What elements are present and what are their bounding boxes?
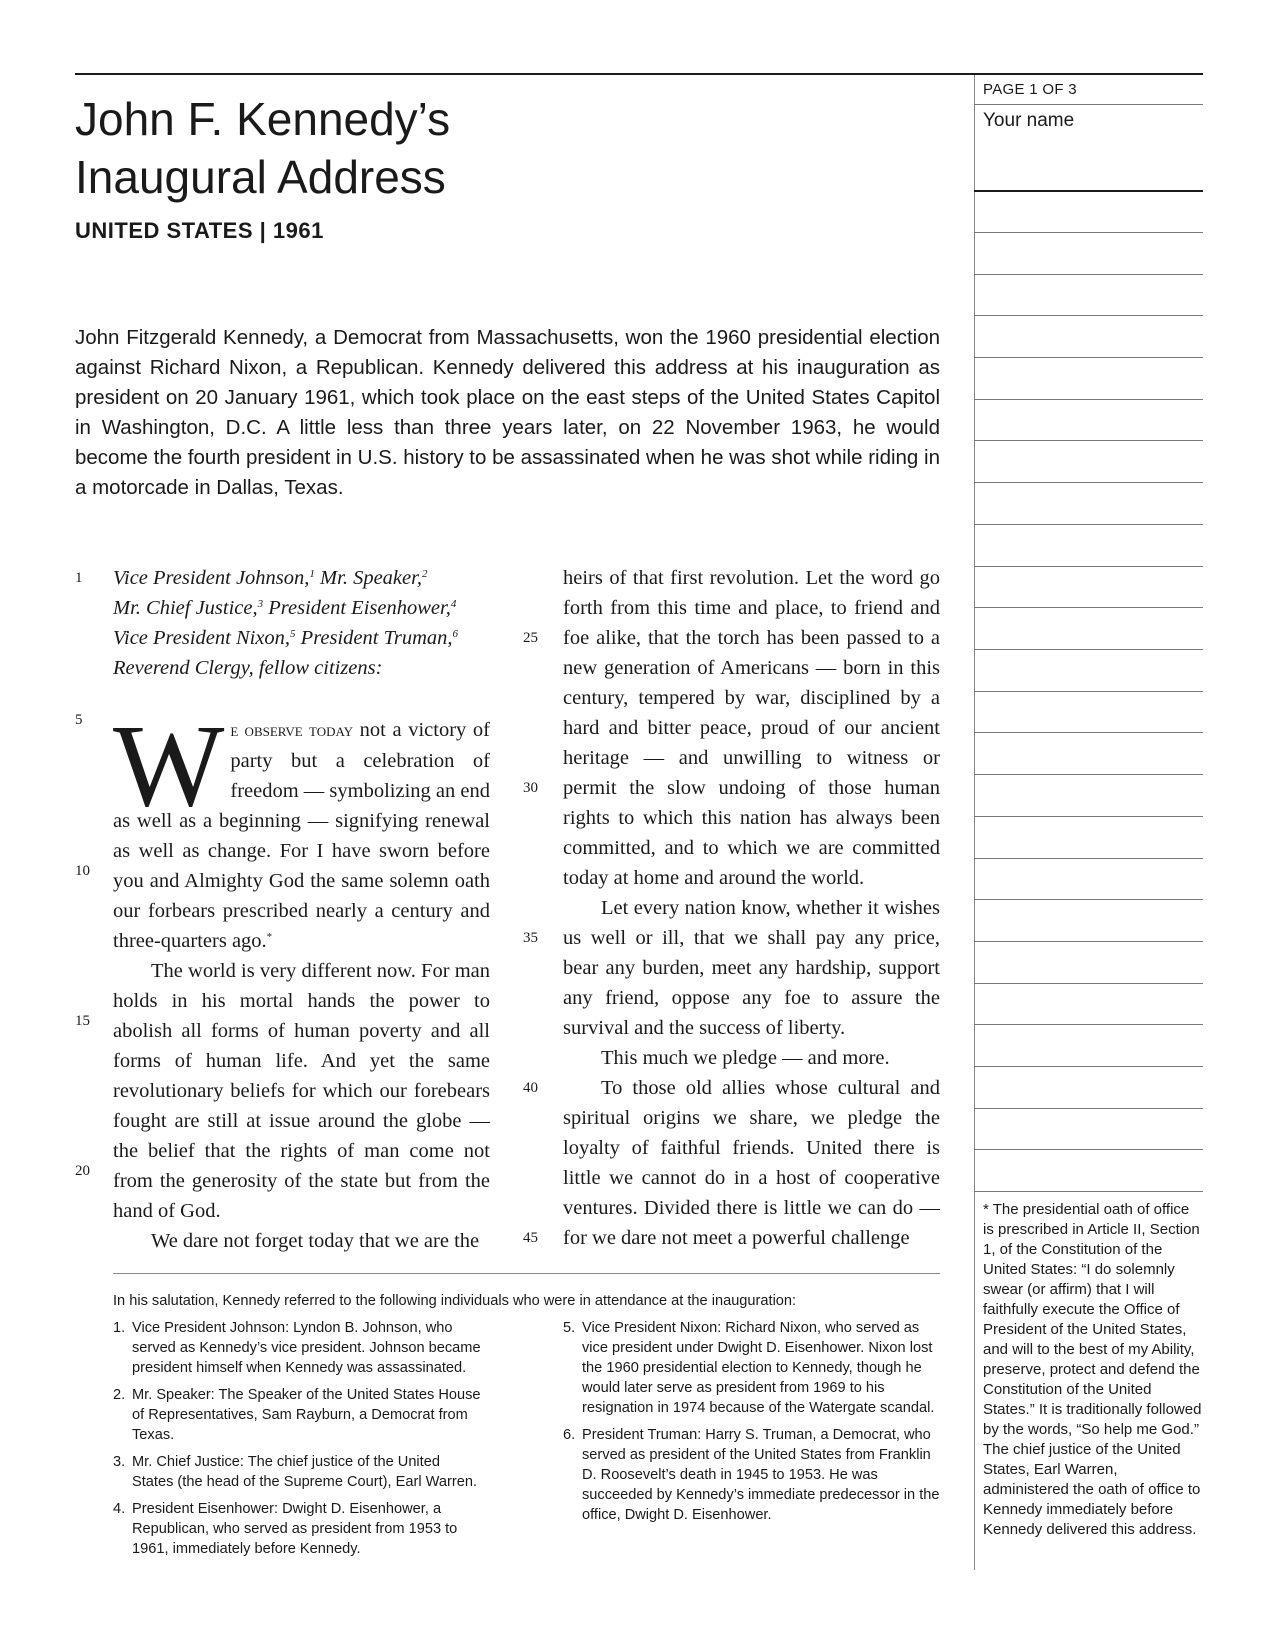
footnote-number: 2. [113, 1387, 126, 1403]
speech-paragraph: Let every nation know, whether it wishes us well or ill, that we shall pay any price, bear any burden, meet any hardship, support any friend, oppose any foe to assure the survival and the success of liberty. [563, 897, 940, 1039]
speech-paragraph: To those old allies whose cultural and spiritual origins we share, we pledge the loyalty of faithful friends. United there is little we cannot do in a host of cooperative ventures. Divided there is little we can do — for we dare not meet a powerful challenge [563, 1077, 940, 1249]
oath-footnote-marker: * [266, 931, 273, 943]
note-line [974, 1108, 1203, 1109]
note-line [974, 566, 1203, 567]
footnote-item [113, 1385, 483, 1445]
line-number: 30 [523, 780, 538, 796]
title-line-1: John F. Kennedy’s [75, 93, 451, 145]
footnote-text: Mr. Speaker: The Speaker of the United States House of Representatives, Sam Rayburn, a Democrat from Texas. [132, 1387, 481, 1443]
footnote-marker: 1 [309, 568, 315, 580]
side-rule [974, 104, 1203, 105]
speech-paragraph: The world is very different now. For man holds in his mortal hands the power to abolish all forms of human poverty and all forms of human life. And yet the same revolutionary beliefs for which our forebears fought are still at issue around the globe — the belief that the rights of man come not from the generosity of the state but from the hand of God. [113, 960, 490, 1222]
note-line [974, 274, 1203, 275]
note-line [974, 315, 1203, 316]
note-line [974, 774, 1203, 775]
name-field-label: Your name [983, 110, 1075, 131]
line-number: 15 [75, 1013, 90, 1029]
footnote-marker: 5 [290, 628, 296, 640]
footnote-item [113, 1318, 483, 1378]
salutation [113, 563, 490, 683]
oath-footnote: * The presidential oath of office is prescribed in Article II, Section 1, of the Constitution of the United States: “I do solemnly swear (or affirm) that I will faithfully execute the Office of President of the United States, and will to the best of my Ability, preserve, protect and defend the Constitution of the United States.” It is traditionally followed by the words, “So help me God.” The chief justice of the United States, Earl Warren, administered the oath of office to Kennedy immediately before Kennedy delivered this address. [983, 1201, 1202, 1538]
note-line [974, 232, 1203, 233]
salutation-text: President Eisenhower, [263, 597, 451, 619]
footnote-item [563, 1425, 943, 1525]
speech-column-left [113, 563, 490, 1256]
note-line [974, 440, 1203, 441]
salutation-text: Mr. Chief Justice, [113, 597, 258, 619]
page-indicator: PAGE 1 OF 3 [983, 81, 1077, 98]
salutation-text: Reverend Clergy, fellow citizens: [113, 657, 383, 679]
page-subtitle: UNITED STATES | 1961 [75, 218, 324, 243]
line-number: 40 [523, 1080, 538, 1096]
footnote-text: President Eisenhower: Dwight D. Eisenhower, a Republican, who served as president from 1953 to 1961, immediately before Kennedy. [132, 1501, 458, 1557]
footnote-number: 4. [113, 1501, 126, 1517]
lead-small-caps: e observe today [230, 720, 354, 741]
intro-paragraph: John Fitzgerald Kennedy, a Democrat from Massachusetts, won the 1960 presidential election against Richard Nixon, a Republican. Kennedy delivered this address at his inauguration as president on 20 January 1961, which took place on the east steps of the United States Capitol in Washington, D.C. A little less than three years later, on 22 November 1963, he would become the fourth president in U.S. history to be assassinated when he was shot while riding in a motorcade in Dallas, Texas. [75, 326, 940, 499]
line-number: 35 [523, 930, 538, 946]
speech-column-right [563, 563, 940, 1253]
footnote-marker: 4 [450, 598, 457, 610]
line-number: 25 [523, 630, 538, 646]
speech-text: not a victory of party but a celebration of freedom — symbolizing an end as well as a beginning — signifying renewal as well as change. For I have sworn before you and Almighty God the same solemn oath our forbears prescribed nearly a century and three-quarters ago. [113, 719, 490, 952]
note-line [974, 983, 1203, 984]
footnote-marker: 2 [421, 568, 428, 580]
salutation-text: President Truman, [295, 627, 453, 649]
footnote-rule [113, 1273, 940, 1274]
footnote-text: Mr. Chief Justice: The chief justice of the United States (the head of the Supreme Court), Earl Warren. [132, 1454, 478, 1490]
footnote-number: 1. [113, 1320, 126, 1336]
page-title [75, 90, 875, 206]
footnote-number: 6. [563, 1427, 576, 1443]
note-line [974, 941, 1203, 942]
speech-paragraph [113, 700, 490, 956]
salutation-text: Mr. Speaker, [314, 567, 422, 589]
note-line [974, 482, 1203, 483]
note-line [974, 1066, 1203, 1067]
note-line [974, 607, 1203, 608]
line-number: 20 [75, 1163, 90, 1179]
footnote-item [563, 1318, 943, 1418]
top-rule [75, 73, 1203, 75]
line-number: 1 [75, 570, 83, 586]
footnote-marker: 6 [452, 628, 459, 640]
salutation-text: Vice President Nixon, [113, 627, 291, 649]
line-number: 5 [75, 712, 83, 728]
note-line [974, 858, 1203, 859]
title-line-2: Inaugural Address [75, 151, 446, 203]
salutation-text: Vice President Johnson, [113, 567, 310, 589]
footnote-intro: In his salutation, Kennedy referred to the following individuals who were in attendance at the inauguration: [113, 1293, 797, 1309]
footnote-text: President Truman: Harry S. Truman, a Democrat, who served as president of the United States from Franklin D. Roosevelt’s death in 1945 to 1953. He was succeeded by Kennedy’s immediate predecessor in the office, Dwight D. Eisenhower. [582, 1427, 940, 1523]
speech-paragraph: heirs of that first revolution. Let the word go forth from this time and place, to friend and foe alike, that the torch has been passed to a new generation of Americans — born in this century, tempered by war, disciplined by a hard and bitter peace, proud of our ancient heritage — and unwilling to witness or permit the slow undoing of those human rights to which this nation has always been committed, and to which we are committed today at home and around the world. [563, 567, 940, 889]
name-field-underline[interactable] [974, 190, 1203, 192]
line-number: 45 [523, 1230, 538, 1246]
note-line [974, 357, 1203, 358]
note-line [974, 816, 1203, 817]
note-line [974, 1191, 1203, 1192]
drop-cap: W [113, 700, 225, 831]
speech-paragraph: We dare not forget today that we are the [151, 1230, 480, 1252]
note-line [974, 1024, 1203, 1025]
speech-paragraph: This much we pledge — and more. [601, 1047, 890, 1069]
line-number: 10 [75, 863, 90, 879]
footnote-text: Vice President Johnson: Lyndon B. Johnson, who served as Kennedy’s vice president. Johnson became president himself when Kennedy was assassinated. [132, 1320, 481, 1376]
note-line [974, 399, 1203, 400]
footnote-list-right [563, 1318, 943, 1532]
note-line [974, 691, 1203, 692]
footnote-number: 3. [113, 1454, 126, 1470]
note-line [974, 1149, 1203, 1150]
note-line [974, 732, 1203, 733]
note-line [974, 649, 1203, 650]
footnote-item [113, 1499, 483, 1559]
note-line [974, 524, 1203, 525]
footnote-marker: 3 [257, 598, 264, 610]
footnote-item [113, 1452, 483, 1492]
footnote-number: 5. [563, 1320, 576, 1336]
side-panel-divider [974, 75, 975, 1570]
note-line [974, 899, 1203, 900]
footnote-list-left [113, 1318, 483, 1566]
footnote-text: Vice President Nixon: Richard Nixon, who served as vice president under Dwight D. Eisenhower. Nixon lost the 1960 presidential election to Kennedy, though he would later serve as president from 1969 to his resignation in 1974 because of the Watergate scandal. [582, 1320, 935, 1416]
